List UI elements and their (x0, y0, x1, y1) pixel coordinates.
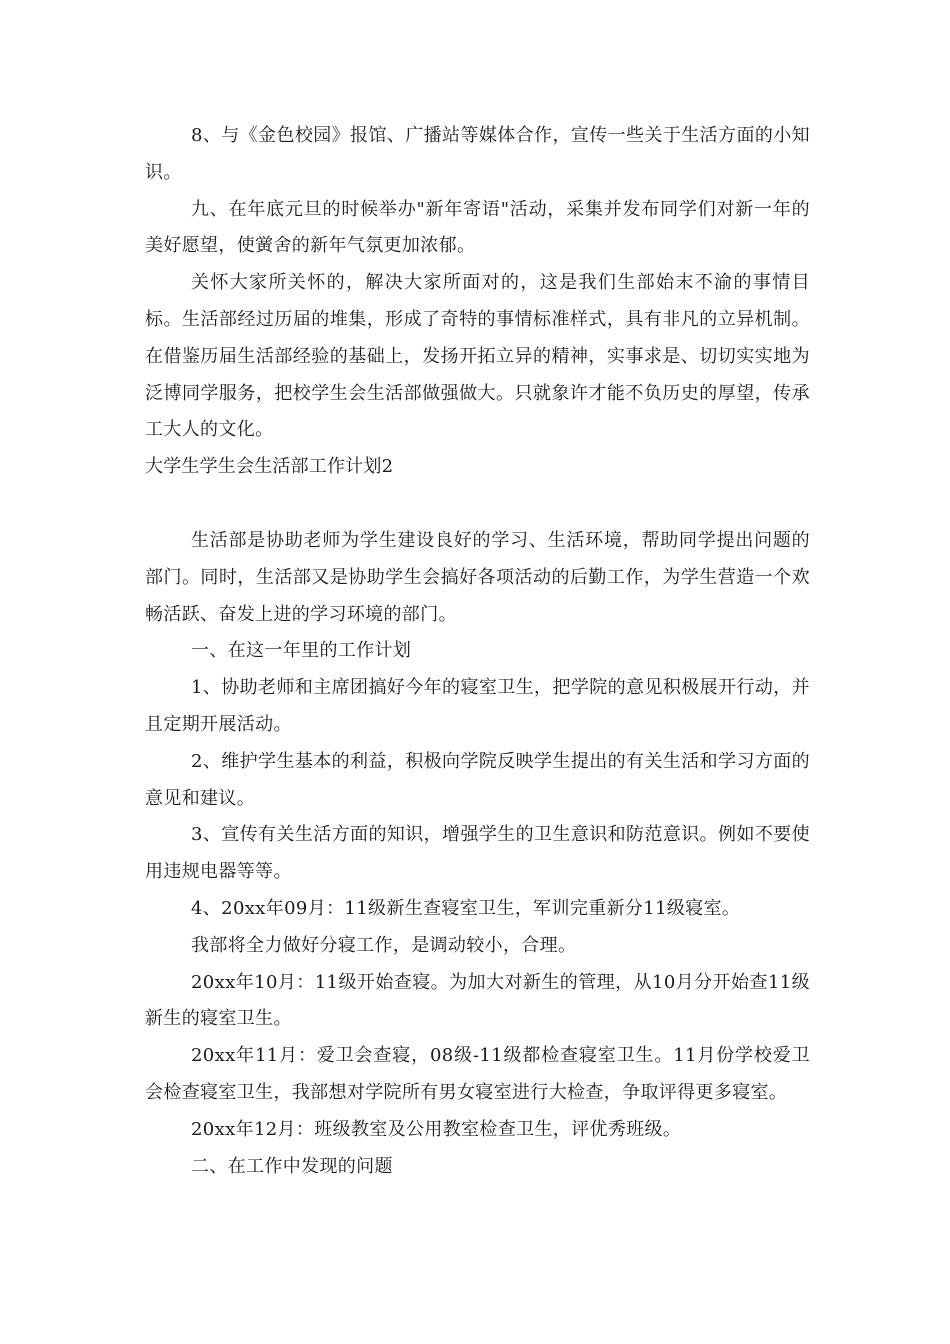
plan-december: 20xx年12月：班级教室及公用教室检查卫生，评优秀班级。 (191, 1118, 682, 1140)
paragraph-new-year-activity: 九、在年底元旦的时候举办"新年寄语"活动，采集并发布同学们对新一年的美好愿望，使黉舍的新年气氛更加浓郁。 (145, 198, 810, 257)
paragraph-department-goal: 关怀大家所关怀的，解决大家所面对的，这是我们生部始末不渝的事情目标。生活部经过历届的堆集，形成了奇特的事情标准样式，具有非凡的立异机制。在借鉴历届生活部经验的基础上，发扬开拓立异的精神，实事求是、切切实实地为泛博同学服务，把校学生会生活部做强做大。只就象许才能不负历史的厚望，传承工大人的文化。 (145, 272, 810, 441)
paragraph-department-intro: 生活部是协助老师为学生建设良好的学习、生活环境，帮助同学提出问题的部门。同时，生活部又是协助学生会搞好各项活动的后勤工作，为学生营造一个欢畅活跃、奋发上进的学习环境的部门。 (145, 529, 810, 625)
document-page (145, 118, 810, 1185)
plan-item-4-note: 我部将全力做好分寝工作，是调动较小，合理。 (191, 934, 577, 956)
plan-item-2: 2、维护学生基本的利益，积极向学院反映学生提出的有关生活和学习方面的意见和建议。 (145, 750, 810, 809)
paragraph-media-cooperation: 8、与《金色校园》报馆、广播站等媒体合作，宣传一些关于生活方面的小知识。 (145, 125, 810, 183)
plan-item-3: 3、宣传有关生活方面的知识，增强学生的卫生意识和防范意识。例如不要使用违规电器等等。 (145, 824, 810, 883)
plan-november: 20xx年11月：爱卫会查寝，08级-11级都检查寝室卫生。11月份学校爱卫会检查寝室卫生，我部想对学院所有男女寝室进行大检查，争取评得更多寝室。 (145, 1045, 810, 1103)
blank-line (145, 486, 810, 523)
plan-item-4: 4、20xx年09月：11级新生查寝室卫生，军训完重新分11级寝室。 (191, 897, 741, 919)
section-title: 大学生学生会生活部工作计划2 (145, 456, 394, 478)
plan-october: 20xx年10月：11级开始查寝。为加大对新生的管理，从10月分开始查11级新生的寝室卫生。 (145, 971, 810, 1030)
subheading-problems: 二、在工作中发现的问题 (191, 1155, 393, 1177)
plan-item-1: 1、协助老师和主席团搞好今年的寝室卫生，把学院的意见积极展开行动，并且定期开展活动。 (145, 677, 810, 735)
subheading-work-plan: 一、在这一年里的工作计划 (191, 640, 412, 662)
